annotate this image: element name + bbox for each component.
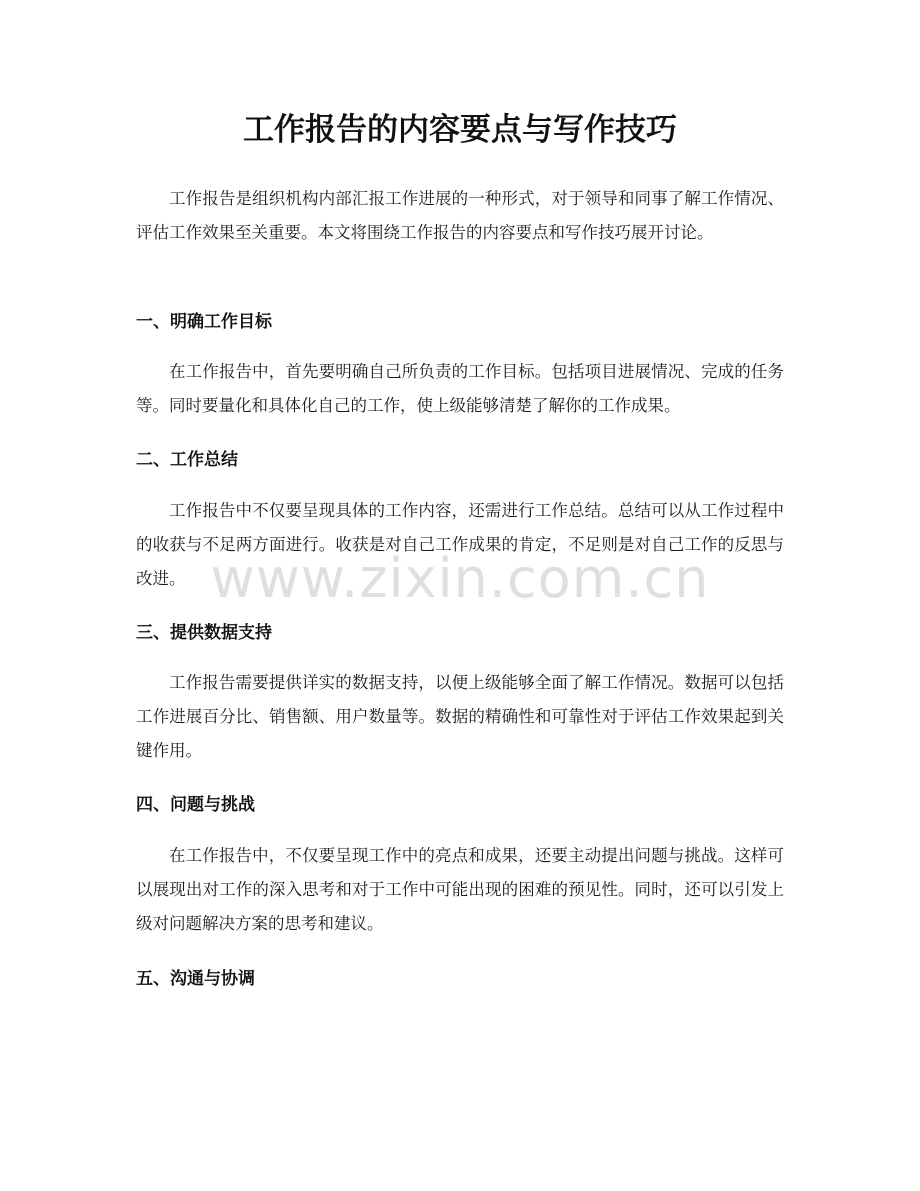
watermark-text: www.zixin.com.cn <box>210 547 710 610</box>
section-body-1: 在工作报告中，首先要明确自己所负责的工作目标。包括项目进展情况、完成的任务等。同时要量化和具体化自己的工作，使上级能够清楚了解你的工作成果。 <box>136 362 784 415</box>
section-heading-5: 五、沟通与协调 <box>136 969 255 989</box>
section-body-4: 在工作报告中，不仅要呈现工作中的亮点和成果，还要主动提出问题与挑战。这样可以展现出对工作的深入思考和对于工作中可能出现的困难的预见性。同时，还可以引发上级对问题解决方案的思考和建议。 <box>136 846 784 933</box>
intro-paragraph: 工作报告是组织机构内部汇报工作进展的一种形式，对于领导和同事了解工作情况、评估工作效果至关重要。本文将围绕工作报告的内容要点和写作技巧展开讨论。 <box>136 189 784 242</box>
section-body-2: 工作报告中不仅要呈现具体的工作内容，还需进行工作总结。总结可以从工作过程中的收获与不足两方面进行。收获是对自己工作成果的肯定，不足则是对自己工作的反思与改进。 <box>136 501 784 588</box>
document-title: 工作报告的内容要点与写作技巧 <box>243 112 677 148</box>
section-heading-3: 三、提供数据支持 <box>136 623 272 643</box>
section-heading-2: 二、工作总结 <box>136 450 238 470</box>
section-heading-4: 四、问题与挑战 <box>136 795 255 815</box>
section-body-3: 工作报告需要提供详实的数据支持，以便上级能够全面了解工作情况。数据可以包括工作进展百分比、销售额、用户数量等。数据的精确性和可靠性对于评估工作效果起到关键作用。 <box>136 673 784 760</box>
section-heading-1: 一、明确工作目标 <box>136 312 272 332</box>
